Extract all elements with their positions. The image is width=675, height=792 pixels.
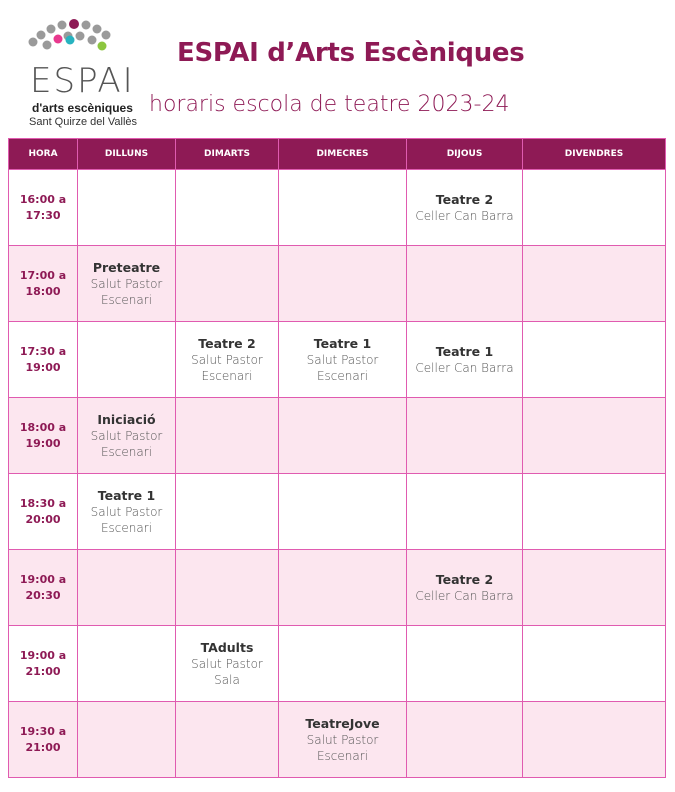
schedule-cell xyxy=(78,322,176,398)
time-label: 17:30 a xyxy=(19,344,67,358)
schedule-cell xyxy=(279,322,407,398)
class-location: Escenari xyxy=(201,368,253,383)
schedule-cell xyxy=(78,702,176,778)
class-location: Escenari xyxy=(100,520,153,535)
time-label: 20:30 xyxy=(25,588,61,602)
schedule-cell xyxy=(523,550,666,626)
schedule-cell xyxy=(78,246,176,322)
time-label: 21:00 xyxy=(25,664,61,678)
logo-tagline: d'arts escèniques xyxy=(32,101,133,115)
schedule-cell xyxy=(523,170,666,246)
column-header: DIMARTS xyxy=(176,139,279,170)
logo-wordmark: ESPAI xyxy=(30,61,135,101)
table-row xyxy=(9,474,666,550)
class-name: TAdults xyxy=(200,639,254,655)
schedule-cell xyxy=(176,702,279,778)
class-location: Escenari xyxy=(100,292,153,307)
schedule-cell xyxy=(523,246,666,322)
schedule-cell xyxy=(176,322,279,398)
schedule-cell xyxy=(279,474,407,550)
espai-logo xyxy=(22,18,138,130)
schedule-cell xyxy=(78,626,176,702)
schedule-cell xyxy=(407,170,523,246)
table-row xyxy=(9,702,666,778)
schedule-cell xyxy=(407,398,523,474)
schedule-cell xyxy=(176,474,279,550)
class-name: Teatre 1 xyxy=(313,335,372,351)
time-cell xyxy=(9,398,78,474)
time-label: 19:00 xyxy=(25,360,61,374)
time-label: 18:00 xyxy=(25,284,61,298)
class-name: Teatre 1 xyxy=(435,343,494,359)
class-name: Teatre 1 xyxy=(97,487,156,503)
time-cell xyxy=(9,246,78,322)
table-row xyxy=(9,398,666,474)
schedule-cell xyxy=(176,550,279,626)
column-header: DIVENDRES xyxy=(523,139,666,170)
schedule-cell xyxy=(407,474,523,550)
schedule-cell xyxy=(523,398,666,474)
time-label: 19:30 a xyxy=(19,724,67,738)
time-label: 21:00 xyxy=(25,740,61,754)
schedule-cell xyxy=(523,474,666,550)
schedule-cell xyxy=(78,474,176,550)
page-title: ESPAI d’Arts Escèniques xyxy=(177,38,525,68)
schedule-cell xyxy=(407,322,523,398)
schedule-cell xyxy=(78,170,176,246)
schedule-cell xyxy=(279,702,407,778)
class-name: Teatre 2 xyxy=(435,571,494,587)
schedule-cell xyxy=(523,626,666,702)
schedule-cell xyxy=(407,702,523,778)
class-location: Sala xyxy=(214,672,240,687)
schedule-cell xyxy=(523,702,666,778)
time-label: 18:30 a xyxy=(19,496,67,510)
schedule-cell xyxy=(279,398,407,474)
class-location: Salut Pastor xyxy=(191,352,263,367)
schedule-cell xyxy=(279,170,407,246)
class-location: Salut Pastor xyxy=(191,656,263,671)
schedule-cell xyxy=(279,550,407,626)
class-name: Iniciació xyxy=(97,411,156,427)
schedule-cell xyxy=(279,626,407,702)
class-location: Escenari xyxy=(100,444,153,459)
column-header: DILLUNS xyxy=(78,139,176,170)
schedule-cell xyxy=(407,626,523,702)
class-location: Celler Can Barra xyxy=(415,588,514,603)
time-label: 16:00 a xyxy=(19,192,67,206)
schedule-cell xyxy=(176,170,279,246)
class-location: Escenari xyxy=(316,748,369,763)
class-location: Salut Pastor xyxy=(90,428,163,443)
table-header-row xyxy=(9,139,666,170)
time-label: 17:30 xyxy=(25,208,61,222)
class-name: Preteatre xyxy=(92,259,161,275)
class-location: Salut Pastor xyxy=(306,732,379,747)
class-name: Teatre 2 xyxy=(198,335,256,351)
class-location: Celler Can Barra xyxy=(415,208,514,223)
time-label: 19:00 xyxy=(25,436,61,450)
table-body xyxy=(9,170,666,778)
schedule-cell xyxy=(523,322,666,398)
time-label: 20:00 xyxy=(25,512,61,526)
table-row xyxy=(9,246,666,322)
time-cell xyxy=(9,626,78,702)
class-location: Salut Pastor xyxy=(306,352,379,367)
class-name: TeatreJove xyxy=(305,715,380,731)
class-location: Escenari xyxy=(316,368,369,383)
column-header: DIMECRES xyxy=(279,139,407,170)
table-row xyxy=(9,550,666,626)
class-name: Teatre 2 xyxy=(435,191,494,207)
schedule-cell xyxy=(407,550,523,626)
schedule-cell xyxy=(407,246,523,322)
schedule-cell xyxy=(176,398,279,474)
time-label: 18:00 a xyxy=(19,420,67,434)
time-cell xyxy=(9,702,78,778)
time-cell xyxy=(9,474,78,550)
table-row xyxy=(9,322,666,398)
page-subtitle: horaris escola de teatre 2023-24 xyxy=(149,92,510,117)
time-label: 17:00 a xyxy=(19,268,67,282)
schedule-cell xyxy=(176,246,279,322)
time-label: 19:00 a xyxy=(19,648,67,662)
time-cell xyxy=(9,170,78,246)
table-row xyxy=(9,626,666,702)
schedule-table xyxy=(8,138,666,778)
logo-dots-icon xyxy=(22,18,132,58)
schedule-cell xyxy=(176,626,279,702)
class-location: Salut Pastor xyxy=(90,504,163,519)
class-location: Salut Pastor xyxy=(90,276,163,291)
schedule-cell xyxy=(78,550,176,626)
schedule-cell xyxy=(279,246,407,322)
time-label: 19:00 a xyxy=(19,572,67,586)
column-header: HORA xyxy=(9,139,78,170)
time-cell xyxy=(9,550,78,626)
page-header xyxy=(0,0,675,138)
table-row xyxy=(9,170,666,246)
column-header: DIJOUS xyxy=(407,139,523,170)
schedule-cell xyxy=(78,398,176,474)
class-location: Celler Can Barra xyxy=(415,360,514,375)
logo-location: Sant Quirze del Vallès xyxy=(29,116,138,128)
time-cell xyxy=(9,322,78,398)
